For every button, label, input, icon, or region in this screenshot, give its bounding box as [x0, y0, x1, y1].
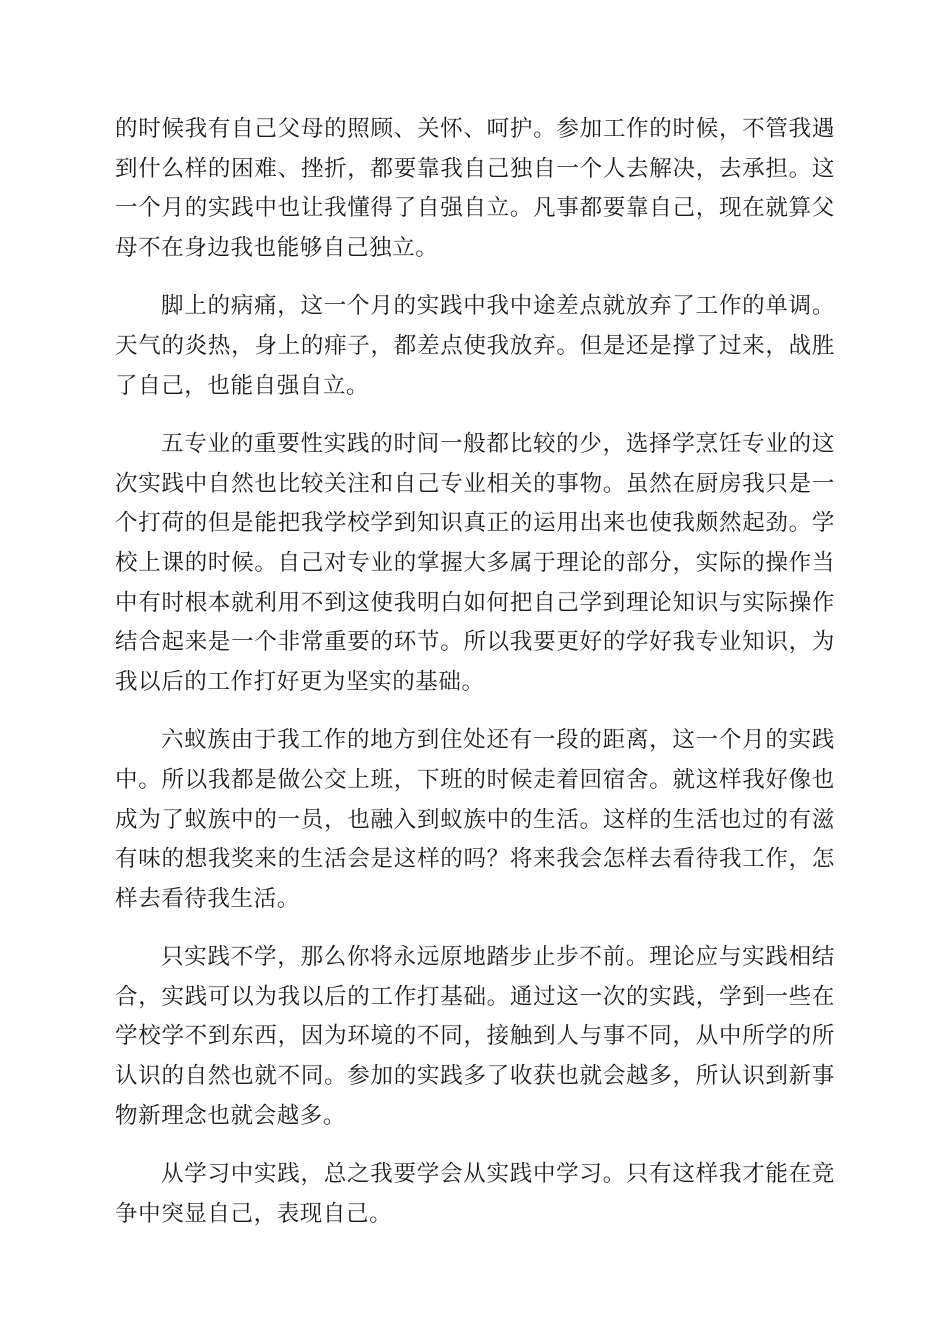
paragraph-foot-pain: 脚上的病痛，这一个月的实践中我中途差点就放弃了工作的单调。天气的炎热，身上的痱子，都差点使我放弃。但是还是撑了过来，战胜了自己，也能自强自立。	[115, 293, 835, 399]
paragraph-theory-practice: 只实践不学，那么你将永远原地踏步止步不前。理论应与实践相结合，实践可以为我以后的工作打基础。通过这一次的实践，学到一些在学校学不到东西，因为环境的不同，接触到人与事不同，从中所学的所认识的自然也就不同。参加的实践多了收获也就会越多，所认识到新事物新理念也就会越多。	[115, 944, 835, 1129]
document-body	[115, 110, 835, 1253]
paragraph-major-importance: 五专业的重要性实践的时间一般都比较的少，选择学烹饪专业的这次实践中自然也比较关注和自己专业相关的事物。虽然在厨房我只是一个打荷的但是能把我学校学到知识真正的运用出来也使我颇然起劲。学校上课的时候。自己对专业的掌握大多属于理论的部分，实际的操作当中有时根本就利用不到这使我明白如何把自己学到理论知识与实际操作结合起来是一个非常重要的环节。所以我要更好的学好我专业知识，为我以后的工作打好更为坚实的基础。	[115, 431, 835, 695]
paragraph-continuation: 的时候我有自己父母的照顾、关怀、呵护。参加工作的时候，不管我遇到什么样的困难、挫折，都要靠我自己独自一个人去解决，去承担。这一个月的实践中也让我懂得了自强自立。凡事都要靠自己，现在就算父母不在身边我也能够自己独立。	[115, 116, 835, 261]
paragraph-ant-tribe: 六蚁族由于我工作的地方到住处还有一段的距离，这一个月的实践中。所以我都是做公交上班，下班的时候走着回宿舍。就这样我好像也成为了蚁族中的一员，也融入到蚁族中的生活。这样的生活也过的有滋有味的想我奖来的生活会是这样的吗？将来我会怎样去看待我工作，怎样去看待我生活。	[115, 727, 835, 912]
paragraph-conclusion: 从学习中实践，总之我要学会从实践中学习。只有这样我才能在竞争中突显自己，表现自己。	[115, 1161, 835, 1227]
